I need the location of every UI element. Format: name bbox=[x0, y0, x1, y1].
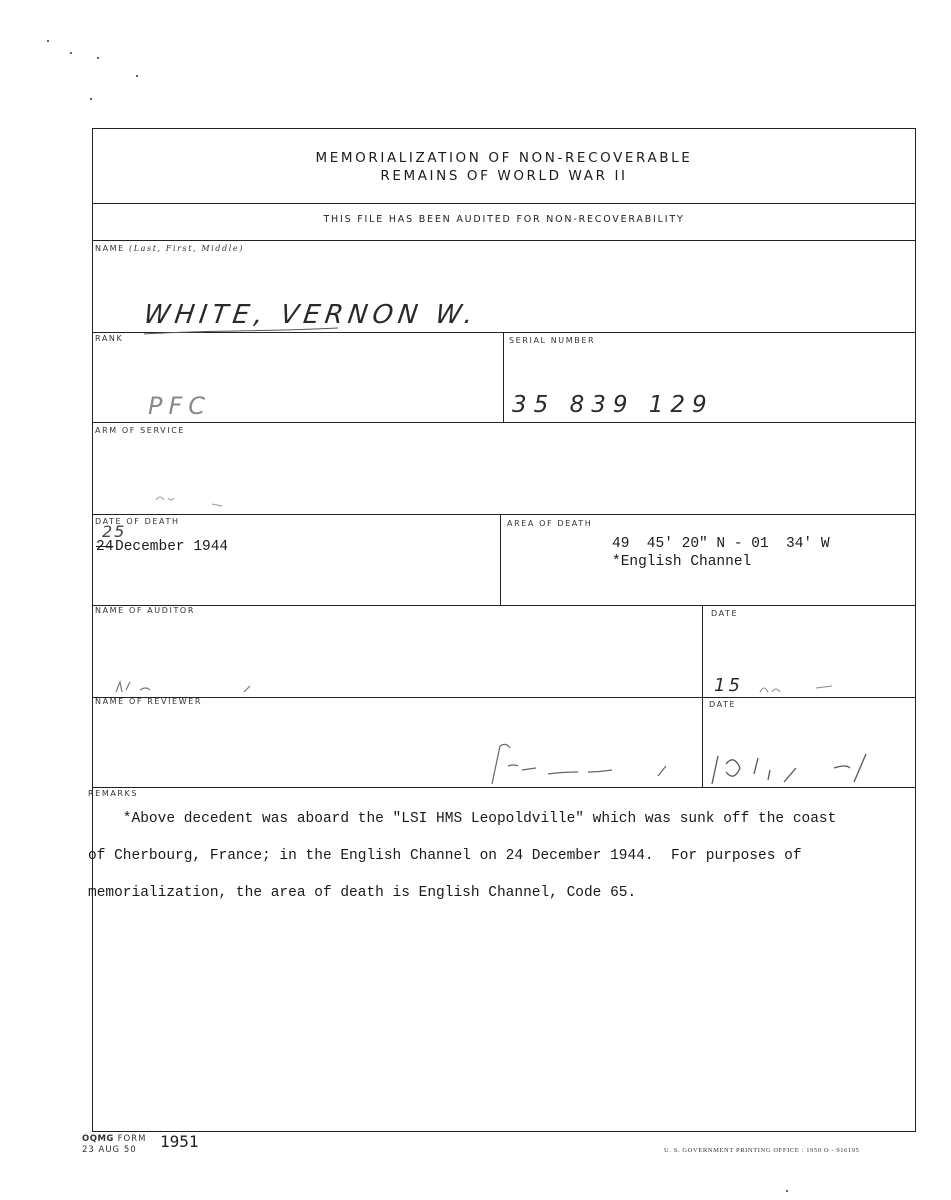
divider bbox=[92, 422, 916, 423]
area-of-death-location: *English Channel bbox=[612, 554, 752, 570]
divider bbox=[92, 514, 916, 515]
form-border bbox=[92, 128, 916, 1132]
form-date: 23 AUG 50 bbox=[82, 1145, 137, 1155]
form-title-line1: MEMORIALIZATION OF NON-RECOVERABLE bbox=[315, 150, 693, 166]
reviewer-date-label: DATE bbox=[709, 700, 737, 709]
name-label-suffix: (Last, First, Middle) bbox=[128, 244, 244, 253]
arm-of-service-label: ARM OF SERVICE bbox=[95, 426, 186, 435]
date-of-death-label: DATE OF DEATH bbox=[95, 517, 180, 526]
auditor-date-label: DATE bbox=[711, 609, 739, 618]
remarks-line-2: of Cherbourg, France; in the English Channel on 24 December 1944. For purposes of bbox=[88, 848, 802, 864]
divider bbox=[92, 203, 916, 204]
serial-number-value: 35 839 129 bbox=[512, 392, 714, 418]
audit-notice: THIS FILE HAS BEEN AUDITED FOR NON-RECOVERABILITY bbox=[323, 214, 685, 225]
reviewer-date-handwriting bbox=[704, 742, 884, 788]
date-of-death-handwritten-day: 25 bbox=[102, 522, 127, 541]
divider bbox=[92, 605, 916, 606]
date-of-death-value: December 1944 bbox=[115, 539, 229, 555]
rank-value: PFC bbox=[148, 392, 212, 420]
area-of-death-coordinates: 49 45' 20" N - 01 34' W bbox=[612, 536, 830, 552]
faint-handwriting-mark bbox=[152, 488, 232, 508]
column-divider bbox=[702, 605, 703, 787]
remarks-line-1: *Above decedent was aboard the "LSI HMS Leopoldville" which was sunk off the coast bbox=[88, 811, 837, 827]
form-id: OQMG bbox=[82, 1134, 114, 1144]
date-of-death-struck-day: 24 bbox=[96, 539, 114, 555]
name-label-text: NAME bbox=[95, 244, 125, 253]
serial-number-label: SERIAL NUMBER bbox=[509, 336, 596, 345]
form-identifier bbox=[82, 1134, 146, 1156]
scan-speck bbox=[47, 40, 49, 42]
auditor-date-value: 15 bbox=[714, 675, 743, 696]
column-divider bbox=[500, 514, 501, 605]
form-number: 1951 bbox=[160, 1132, 199, 1151]
scan-speck bbox=[90, 98, 92, 100]
divider bbox=[92, 240, 916, 241]
form-title-line2: REMAINS OF WORLD WAR II bbox=[380, 168, 628, 184]
area-of-death-label: AREA OF DEATH bbox=[507, 519, 593, 528]
scan-speck bbox=[97, 57, 99, 59]
auditor-label: NAME OF AUDITOR bbox=[95, 606, 195, 615]
auditor-signature bbox=[110, 672, 260, 696]
reviewer-label: NAME OF REVIEWER bbox=[95, 697, 203, 706]
printer-imprint: U. S. GOVERNMENT PRINTING OFFICE : 1950 O - 916195 bbox=[664, 1147, 860, 1154]
name-underline-stroke bbox=[142, 324, 342, 338]
auditor-date-handwriting bbox=[756, 680, 846, 696]
name-label bbox=[95, 244, 244, 253]
divider bbox=[92, 697, 916, 698]
remarks-line-3: memorialization, the area of death is English Channel, Code 65. bbox=[88, 885, 637, 901]
memorialization-form bbox=[88, 128, 916, 1132]
scan-speck bbox=[136, 75, 138, 77]
scan-speck bbox=[70, 52, 72, 54]
remarks-label: REMARKS bbox=[88, 789, 139, 798]
rank-label: RANK bbox=[95, 334, 124, 343]
name-value: WHITE, VERNON W. bbox=[141, 300, 480, 330]
form-word: FORM bbox=[117, 1134, 147, 1144]
scan-speck bbox=[786, 1190, 788, 1192]
reviewer-signature bbox=[478, 740, 698, 786]
column-divider bbox=[503, 332, 504, 422]
